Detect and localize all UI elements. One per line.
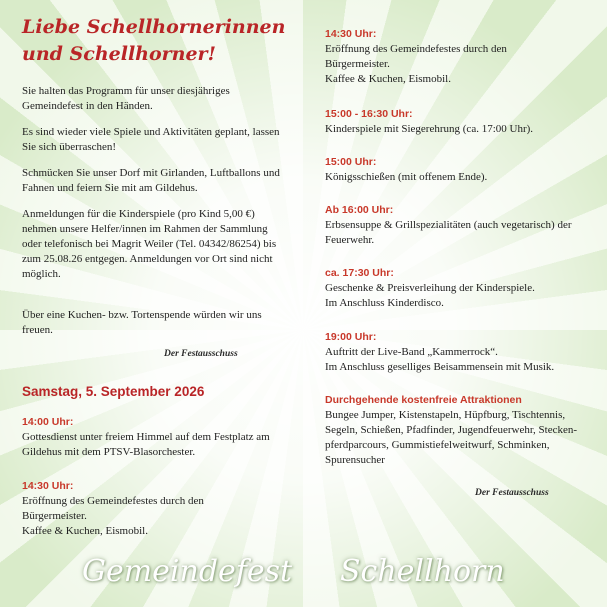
event-block <box>325 107 587 137</box>
attractions-block <box>325 393 587 468</box>
event-time: 19:00 Uhr: <box>325 331 377 343</box>
event-block <box>325 155 587 185</box>
event-time: ca. 17:30 Uhr: <box>325 267 394 279</box>
event-description-2: Im Anschluss Kinderdisco. <box>325 297 444 309</box>
intro-paragraph-2: Es sind wieder viele Spiele und Aktivitäten geplant, lassen Sie sich überraschen! <box>22 126 280 153</box>
date-heading: Samstag, 5. September 2026 <box>22 384 205 399</box>
greeting-title <box>22 14 285 68</box>
attractions-heading: Durchgehende kostenfreie Attraktionen <box>325 394 522 406</box>
event-description-2: Kaffee & Kuchen, Eismobil. <box>22 525 148 537</box>
greeting-line-1: Liebe Schellhornerinnen <box>22 16 286 38</box>
event-time: 14:30 Uhr: <box>325 28 377 40</box>
greeting-line-2: und Schellhorner! <box>22 43 216 65</box>
event-description: Geschenke & Preisverleihung der Kinderspiele. <box>325 282 535 294</box>
footer-word-gemeindefest: Gemeindefest <box>82 554 293 589</box>
event-description: Eröffnung des Gemeindefestes durch den Bürgermeister. <box>325 43 507 70</box>
event-time: 15:00 - 16:30 Uhr: <box>325 108 413 120</box>
event-description-2: Kaffee & Kuchen, Eismobil. <box>325 73 451 85</box>
event-description: Gottesdienst unter freiem Himmel auf dem Festplatz am Gildehus mit dem PTSV-Blasorchester. <box>22 431 270 458</box>
event-description: Eröffnung des Gemeindefestes durch den Bürgermeister. <box>22 495 204 522</box>
intro-paragraph-4: Anmeldungen für die Kinderspiele (pro Kind 5,00 €) nehmen unsere Helfer/innen im Rahmen der Sammlung oder telefonisch bei Magrit Weiler (Tel. 04342/86254) bis zum 25.08.26 entgegen. Anmeldungen vor Ort sind nicht möglich. <box>22 208 277 280</box>
intro-paragraph-5: Über eine Kuchen- bzw. Tortenspende würden wir uns freuen. <box>22 309 262 336</box>
event-time: Ab 16:00 Uhr: <box>325 204 394 216</box>
event-block <box>325 330 587 375</box>
right-signature: Der Festausschuss <box>475 488 549 498</box>
footer-wordmark <box>0 554 607 600</box>
event-block <box>325 203 587 248</box>
intro-paragraph-3: Schmücken Sie unser Dorf mit Girlanden, Luftballons und Fahnen und feiern Sie mit am Gildehus. <box>22 167 280 194</box>
left-signature: Der Festausschuss <box>164 349 238 359</box>
event-time: 14:00 Uhr: <box>22 416 74 428</box>
event-description: Kinderspiele mit Siegerehrung (ca. 17:00 Uhr). <box>325 123 534 135</box>
event-block <box>325 27 587 87</box>
intro-paragraph-1: Sie halten das Programm für unser diesjähriges Gemeindefest in den Händen. <box>22 85 230 112</box>
footer-word-schellhorn: Schellhorn <box>340 554 505 589</box>
event-time: 14:30 Uhr: <box>22 480 74 492</box>
attractions-list: Bungee Jumper, Kistenstapeln, Hüpfburg, Tischtennis, Segeln, Schießen, Pfadfinder, Jugendfeuerwehr, Stecken-pferdparcours, Gummistiefelweitwurf, Schminken, Spurensucher <box>325 409 578 466</box>
event-description: Königsschießen (mit offenem Ende). <box>325 171 488 183</box>
event-block <box>22 415 284 460</box>
event-description-2: Im Anschluss geselliges Beisammensein mit Musik. <box>325 361 555 373</box>
event-block <box>22 479 284 539</box>
event-description: Erbsensuppe & Grillspezialitäten (auch vegetarisch) der Feuerwehr. <box>325 219 572 246</box>
event-description: Auftritt der Live-Band „Kammerrock“. <box>325 346 498 358</box>
event-block <box>325 266 587 311</box>
event-time: 15:00 Uhr: <box>325 156 377 168</box>
